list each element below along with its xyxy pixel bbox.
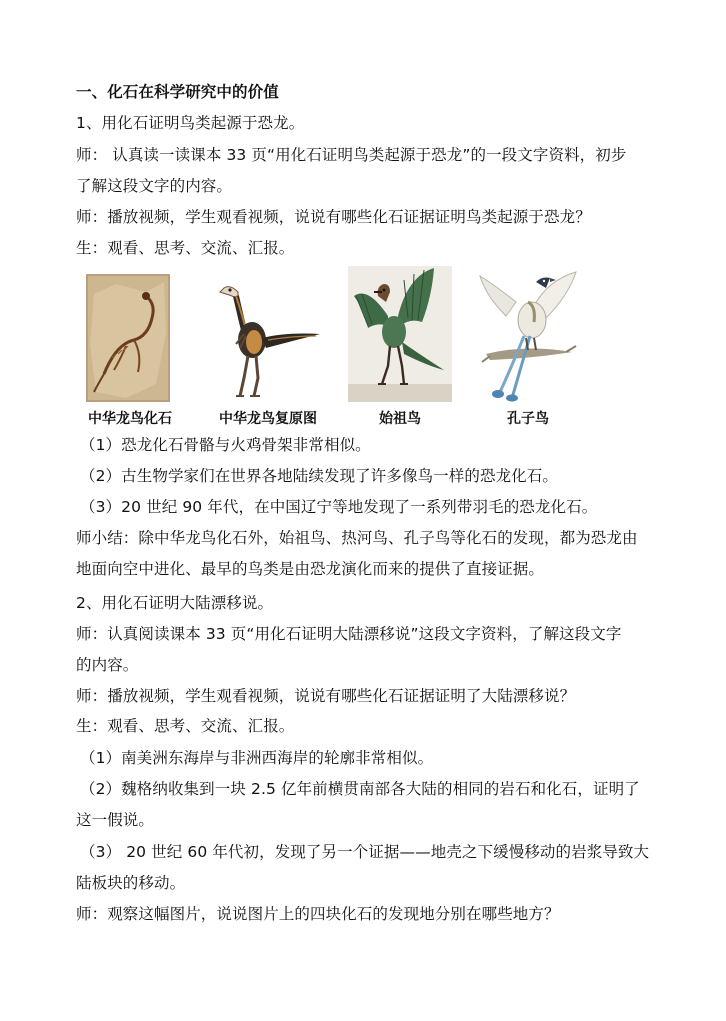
part2-teacher-read-line1: 师：认真阅读课本 33 页“用化石证明大陆漂移说”这段文字资料，了解这段文字: [76, 625, 622, 643]
part2-teacher-observe: 师：观察这幅图片，说说图片上的四块化石的发现地分别在哪些地方？: [76, 905, 560, 923]
caption-reconstruction: 中华龙鸟复原图: [219, 411, 317, 427]
part1-student: 生：观看、思考、交流、汇报。: [76, 239, 295, 257]
part2-point-3-line2: 陆板块的移动。: [76, 874, 186, 892]
part2-point-2-line2: 这一假说。: [76, 811, 155, 829]
part2-teacher-read-line2: 的内容。: [76, 656, 139, 674]
section-title: 一、化石在科学研究中的价值: [76, 83, 279, 101]
part1-point-3: （3）20 世纪 90 年代，在中国辽宁等地发现了一系列带羽毛的恐龙化石。: [80, 498, 598, 516]
caption-confuciusornis: 孔子鸟: [507, 411, 549, 427]
part2-point-1: （1）南美洲东海岸与非洲西海岸的轮廓非常相似。: [80, 749, 434, 767]
caption-fossil: 中华龙鸟化石: [88, 411, 172, 427]
part2-heading: 2、用化石证明大陆漂移说。: [76, 594, 274, 612]
part1-summary-line1: 师小结：除中华龙鸟化石外，始祖鸟、热河鸟、孔子鸟等化石的发现，都为恐龙由: [76, 529, 638, 547]
figure-confuciusornis: [476, 266, 580, 402]
archaeopteryx-image: [348, 266, 452, 402]
part2-point-2-line1: （2）魏格纳收集到一块 2.5 亿年前横贯南部各大陆的相同的岩石和化石，证明了: [80, 780, 640, 798]
part2-point-3-line1: （3） 20 世纪 60 年代初，发现了另一个证据——地壳之下缓慢移动的岩浆导致大: [80, 843, 650, 861]
figure-fossil: [86, 274, 170, 402]
figure-reconstruction: [216, 274, 326, 402]
figure-archaeopteryx: [348, 266, 452, 402]
confuciusornis-image: [476, 266, 580, 402]
caption-archaeopteryx: 始祖鸟: [379, 411, 421, 427]
part2-teacher-video: 师：播放视频，学生观看视频，说说有哪些化石证据证明了大陆漂移说？: [76, 687, 576, 705]
part2-student: 生：观看、思考、交流、汇报。: [76, 717, 295, 735]
part1-point-2: （2）古生物学家们在世界各地陆续发现了许多像鸟一样的恐龙化石。: [80, 467, 558, 485]
sinosauropteryx-image: [216, 274, 326, 402]
part1-teacher-video: 师：播放视频，学生观看视频，说说有哪些化石证据证明鸟类起源于恐龙？: [76, 208, 591, 226]
part1-point-1: （1）恐龙化石骨骼与火鸡骨架非常相似。: [80, 436, 371, 454]
part1-teacher-read-line1: 师： 认真读一读课本 33 页“用化石证明鸟类起源于恐龙”的一段文字资料，初步: [76, 146, 627, 164]
figure-row: [76, 266, 654, 436]
part1-heading: 1、用化石证明鸟类起源于恐龙。: [76, 114, 305, 132]
part1-teacher-read-line2: 了解这段文字的内容。: [76, 177, 233, 195]
part1-summary-line2: 地面向空中进化、最早的鸟类是由恐龙演化而来的提供了直接证据。: [76, 560, 545, 578]
fossil-slab-image: [86, 274, 170, 402]
